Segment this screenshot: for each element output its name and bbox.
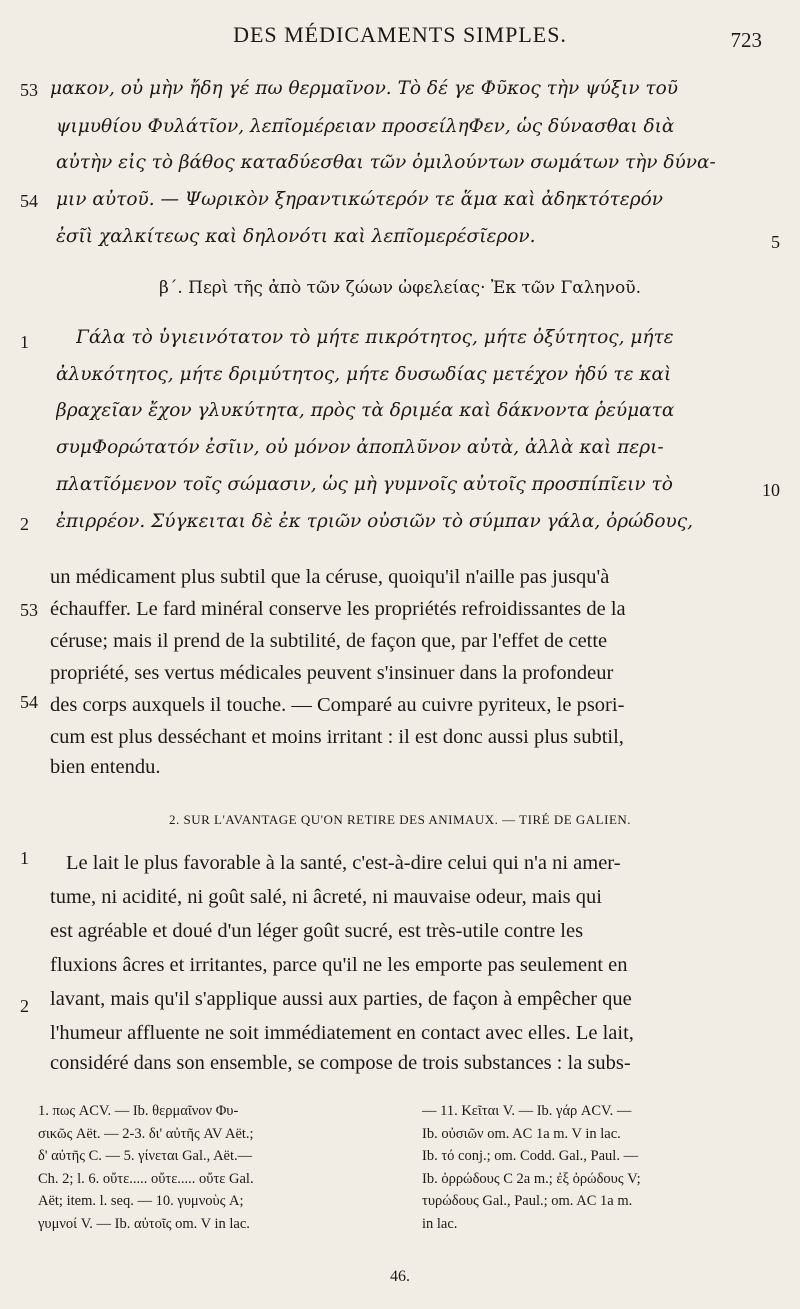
apparatus-column-right xyxy=(422,1100,772,1235)
apparatus-line: σικῶς Aët. — 2-3. δι' αὐτῆς AV Aët.; xyxy=(38,1125,254,1142)
apparatus-line: Aët; item. l. seq. — 10. γυμνοὺς A; xyxy=(38,1193,244,1209)
apparatus-line: Ib. ὀρρώδους C 2a m.; ἐξ ὀρώδους V; xyxy=(422,1170,641,1187)
french-line: un médicament plus subtil que la céruse, quoiqu'il n'aille pas jusqu'à xyxy=(50,566,610,588)
apparatus-line: δ' αὐτῆς C. — 5. γίνεται Gal., Aët.— xyxy=(38,1148,253,1164)
greek-line: μιν αὐτοῦ. — Ψωρικὸν ξηραντικώτερόν τε ἅμα καὶ ἀδηκτότερόν xyxy=(56,189,663,210)
apparatus-line: τυρώδους Gal., Paul.; om. AC 1a m. xyxy=(422,1193,633,1209)
paragraph-number: 54 xyxy=(20,191,38,211)
running-header-title: DES MÉDICAMENTS SIMPLES. xyxy=(233,22,567,47)
french-line: Le lait le plus favorable à la santé, c'est-à-dire celui qui n'a ni amer- xyxy=(66,852,621,874)
greek-line: βραχεῖαν ἔχον γλυκύτητα, πρὸς τὰ δριμέα καὶ δάκνοντα ῥεύματα xyxy=(56,400,675,421)
apparatus-line: in lac. xyxy=(422,1215,458,1232)
paragraph-number: 53 xyxy=(20,80,38,100)
greek-line: ἐσῖὶ χαλκίτεως καὶ δηλονότι καὶ λεπῖομερέσῖερον. xyxy=(56,226,536,247)
apparatus-line: Ib. τό conj.; om. Codd. Gal., Paul. — xyxy=(422,1148,639,1164)
french-line: bien entendu. xyxy=(50,756,161,778)
apparatus-line: 1. πως ACV. — Ib. θερμαῖνον Φυ- xyxy=(38,1103,239,1119)
paragraph-number: 2 xyxy=(20,996,29,1016)
apparatus-line: Ch. 2; l. 6. οὔτε..... οὔτε..... οὔτε Gal. xyxy=(38,1170,254,1187)
signature-mark: 46. xyxy=(390,1268,410,1285)
greek-line: Γάλα τὸ ὑγιεινότατον τὸ μήτε πικρότητος, μήτε ὀξύτητος, μήτε xyxy=(76,327,674,348)
french-line: fluxions âcres et irritantes, parce qu'il ne les emporte pas seulement en xyxy=(50,954,628,976)
apparatus-line: γυμνοί V. — Ib. αὐτοῖς om. V in lac. xyxy=(38,1215,250,1232)
apparatus-column-left xyxy=(38,1100,388,1235)
page-number: 723 xyxy=(730,28,762,52)
paragraph-number: 2 xyxy=(20,514,29,534)
french-section-heading: 2. SUR L'AVANTAGE QU'ON RETIRE DES ANIMAUX. — TIRÉ DE GALIEN. xyxy=(168,812,632,827)
paragraph-number: 1 xyxy=(20,332,29,352)
french-line: propriété, ses vertus médicales peuvent s'insinuer dans la profondeur xyxy=(50,662,614,684)
line-number: 10 xyxy=(762,480,780,500)
french-line: échauffer. Le fard minéral conserve les propriétés refroidissantes de la xyxy=(50,598,626,620)
greek-line: ψιμυθίου Φυλάτῖον, λεπῖομέρειαν προσείληΦεν, ὡς δύνασθαι διὰ xyxy=(56,116,675,137)
french-line: cum est plus desséchant et moins irritant : il est donc aussi plus subtil, xyxy=(50,726,624,748)
greek-line: ἐπιρρέον. Σύγκειται δὲ ἐκ τριῶν οὐσιῶν τὸ σύμπαν γάλα, ὀρώδους, xyxy=(56,511,693,532)
greek-line: μακον, οὐ μὴν ἤδη γέ πω θερμαῖνον. Τὸ δέ γε Φῦκος τὴν ψύξιν τοῦ xyxy=(50,78,679,99)
french-line: l'humeur affluente ne soit immédiatement en contact avec elles. Le lait, xyxy=(50,1022,634,1044)
french-line: tume, ni acidité, ni goût salé, ni âcreté, ni mauvaise odeur, mais qui xyxy=(50,886,602,908)
greek-line: πλατῖόμενον τοῖς σώμασιν, ὡς μὴ γυμνοῖς αὐτοῖς προσπίπῖειν τὸ xyxy=(56,474,673,495)
french-line: lavant, mais qu'il s'applique aussi aux parties, de façon à empêcher que xyxy=(50,988,632,1010)
apparatus-line: — 11. Κεῖται V. — Ib. γάρ ACV. — xyxy=(422,1103,632,1119)
greek-line: ἀλυκότητος, μήτε δριμύτητος, μήτε δυσωδίας μετέχον ἡδύ τε καὶ xyxy=(56,364,672,385)
greek-line: συμΦορώτατόν ἐσῖιν, οὐ μόνον ἀποπλῦνον αὐτὰ, ἀλλὰ καὶ περι- xyxy=(56,437,664,458)
greek-section-heading: β΄. Περὶ τῆς ἀπὸ τῶν ζώων ὠφελείας· Ἐκ τῶν Γαληνοῦ. xyxy=(158,278,642,298)
apparatus-line: Ib. οὐσιῶν om. AC 1a m. V in lac. xyxy=(422,1125,621,1142)
french-line: céruse; mais il prend de la subtilité, de façon que, par l'effet de cette xyxy=(50,630,608,652)
line-number: 5 xyxy=(771,232,780,252)
french-line: considéré dans son ensemble, se compose de trois substances : la subs- xyxy=(50,1052,631,1074)
french-line: des corps auxquels il touche. — Comparé au cuivre pyriteux, le psori- xyxy=(50,694,625,716)
greek-line: αὐτὴν εἰς τὸ βάθος καταδύεσθαι τῶν ὁμιλούντων σωμάτων τὴν δύνα- xyxy=(56,152,716,173)
paragraph-number: 53 xyxy=(20,600,38,620)
paragraph-number: 1 xyxy=(20,848,29,868)
french-line: est agréable et doué d'un léger goût sucré, est très-utile contre les xyxy=(50,920,584,942)
paragraph-number: 54 xyxy=(20,692,38,712)
